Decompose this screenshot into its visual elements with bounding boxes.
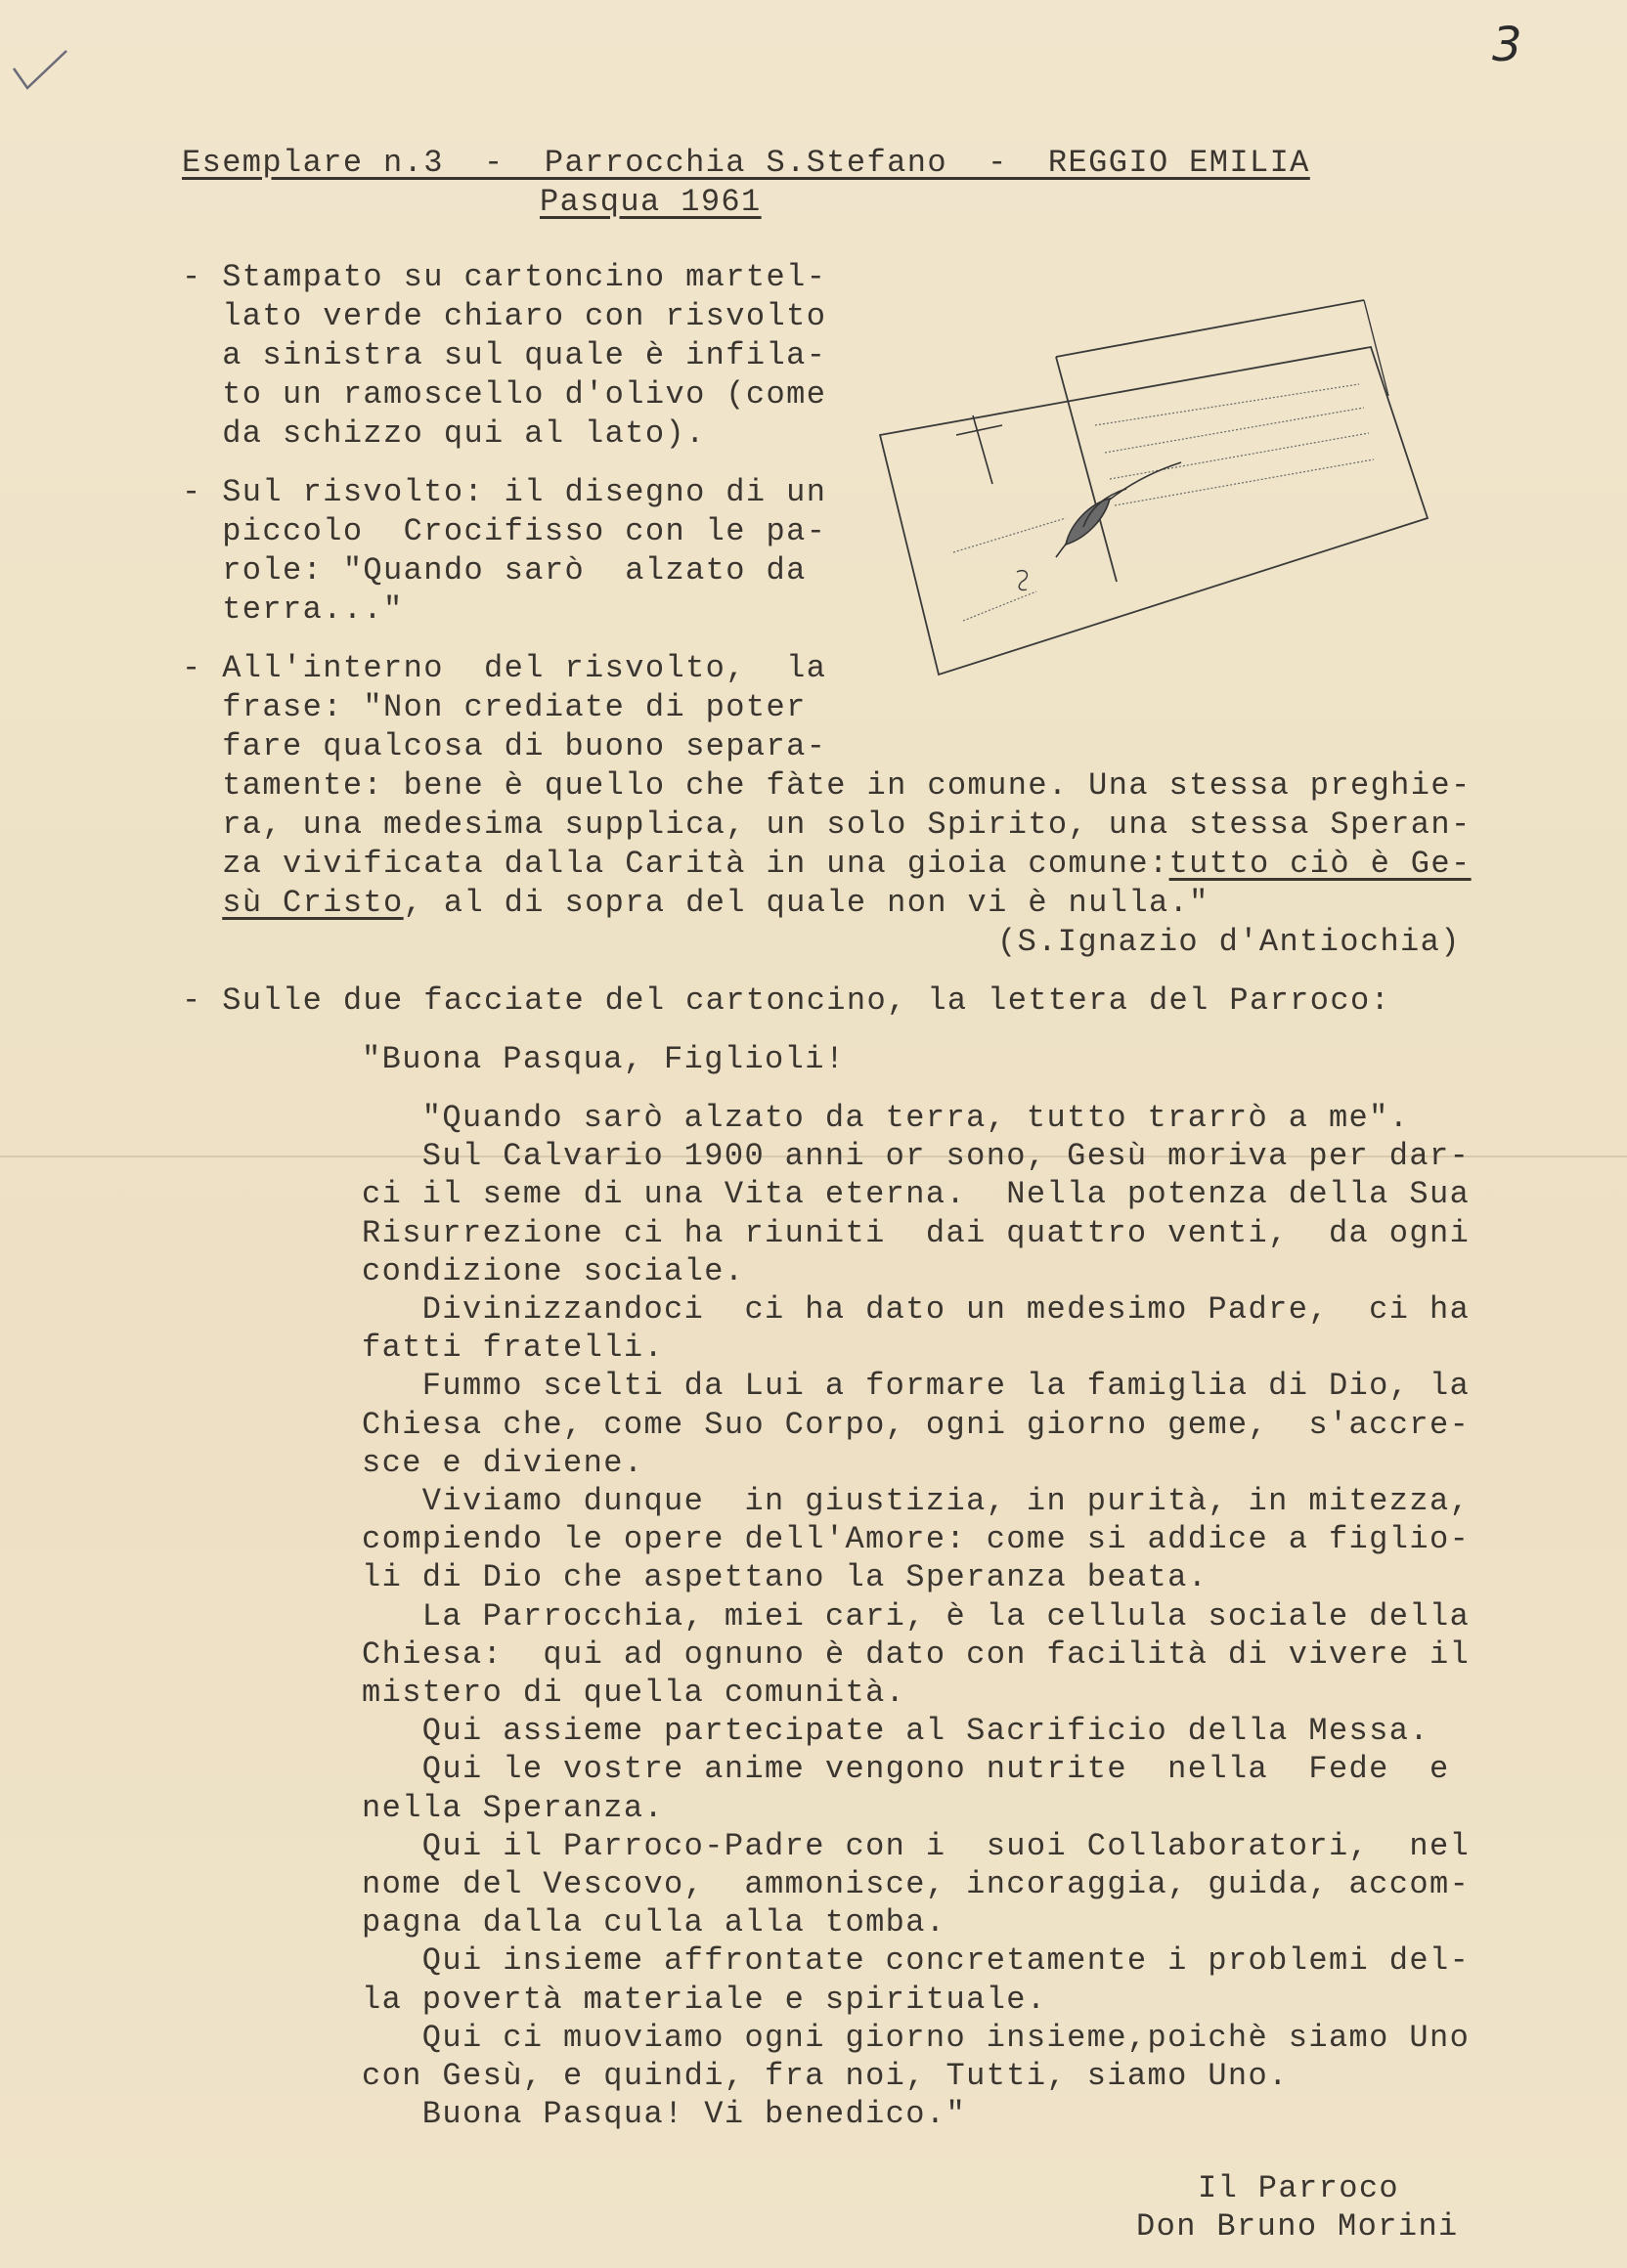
item-1-line: da schizzo qui al lato). [182,415,706,452]
letter-greeting: "Buona Pasqua, Figlioli! [362,1041,846,1077]
letter-line: Chiesa: qui ad ognuno è dato con facilità di vivere il [362,1636,1471,1673]
crucifix-icon [956,415,1002,484]
letter-line: Viviamo dunque in giustizia, in purità, in mitezza, [362,1483,1471,1519]
item-3-line: fare qualcosa di buono separa- [182,728,827,764]
item-3-tail: , al di sopra del quale non vi è nulla." [403,885,1209,921]
item-3-line: za vivificata dalla Carità in una gioia comune: [182,846,1169,882]
card-outline [880,347,1428,675]
letter-line: Qui il Parroco-Padre con i suoi Collaboratori, nel [362,1828,1471,1864]
page-number: 3 [1492,18,1522,72]
olive-branch-icon [1056,462,1181,557]
letter-line: Risurrezione ci ha riuniti dai quattro venti, da ogni [362,1215,1471,1251]
letter-line: Qui insieme affrontate concretamente i problemi del- [362,1942,1471,1979]
attribution: (S.Ignazio d'Antiochia) [997,924,1461,960]
letter-line: compiendo le opere dell'Amore: come si addice a figlio- [362,1521,1471,1557]
letter-line: Sul Calvario 1900 anni or sono, Gesù moriva per dar- [362,1138,1471,1174]
letter-line: condizione sociale. [362,1253,745,1289]
letter-line: Qui assieme partecipate al Sacrificio della Messa. [362,1713,1429,1749]
item-3-line: frase: "Non crediate di poter [182,689,807,725]
item-3-line: tamente: bene è quello che fàte in comune. Una stessa preghie- [182,767,1472,804]
check-mark-icon [6,29,74,98]
letter-line: mistero di quella comunità. [362,1675,906,1711]
item-4-line: - Sulle due facciate del cartoncino, la lettera del Parroco: [182,982,1391,1019]
item-1-line: to un ramoscello d'olivo (come [182,376,827,413]
signature-name: Don Bruno Morini [1136,2208,1459,2245]
item-1-line: a sinistra sul quale è infila- [182,337,827,373]
letter-line: nome del Vescovo, ammonisce, incoraggia, guida, accom- [362,1866,1471,1902]
underlined-phrase: tutto ciò è Ge- [1168,846,1472,882]
item-3-last-line [182,885,1209,922]
letter-line: con Gesù, e quindi, fra noi, Tutti, siamo Uno. [362,2058,1289,2094]
card-flap-fold [1056,357,1117,582]
letter-line: Fummo scelti da Lui a formare la famiglia di Dio, la [362,1368,1471,1404]
underlined-phrase: sù Cristo [222,885,404,921]
letter-line: La Parrocchia, miei cari, è la cellula sociale della [362,1598,1471,1635]
letter-line: Divinizzandoci ci ha dato un medesimo Padre, ci ha [362,1291,1471,1328]
card-sketch-illustration [870,288,1437,699]
letter-line: Qui ci muoviamo ogni giorno insieme,poichè siamo Uno [362,2020,1471,2056]
letter-line: nella Speranza. [362,1790,665,1826]
signature-title: Il Parroco [1198,2170,1400,2206]
item-1-line: lato verde chiaro con risvolto [182,298,827,334]
letter-line: ci il seme di una Vita eterna. Nella potenza della Sua [362,1176,1471,1212]
letter-line: Chiesa che, come Suo Corpo, ogni giorno geme, s'accre- [362,1407,1471,1443]
header-line-1: Esemplare n.3 - Parrocchia S.Stefano - REGGIO EMILIA [182,145,1310,181]
item-1-line: - Stampato su cartoncino martel- [182,259,827,295]
item-2-line: - Sul risvolto: il disegno di un [182,474,827,510]
item-2-line: piccolo Crocifisso con le pa- [182,513,827,549]
item-2-line: role: "Quando sarò alzato da [182,552,807,589]
item-3-line: ra, una medesima supplica, un solo Spirito, una stessa Speran- [182,807,1472,843]
letter-line: "Quando sarò alzato da terra, tutto trarrò a me". [362,1100,1410,1136]
letter-line: Buona Pasqua! Vi benedico." [362,2096,967,2132]
indent [182,885,222,921]
letter-line: sce e diviene. [362,1445,644,1481]
header-line-2: Pasqua 1961 [540,184,762,220]
letter-line: li di Dio che aspettano la Speranza beata. [362,1559,1209,1595]
letter-line: pagna dalla culla alla tomba. [362,1904,946,1941]
item-3-line: - All'interno del risvolto, la [182,650,827,686]
item-3-line-with-underline [182,846,1472,883]
item-2-line: terra..." [182,591,404,628]
letter-line: la povertà materiale e spirituale. [362,1982,1047,2018]
letter-line: Qui le vostre anime vengono nutrite nella Fede e [362,1751,1450,1787]
letter-line: fatti fratelli. [362,1330,665,1366]
